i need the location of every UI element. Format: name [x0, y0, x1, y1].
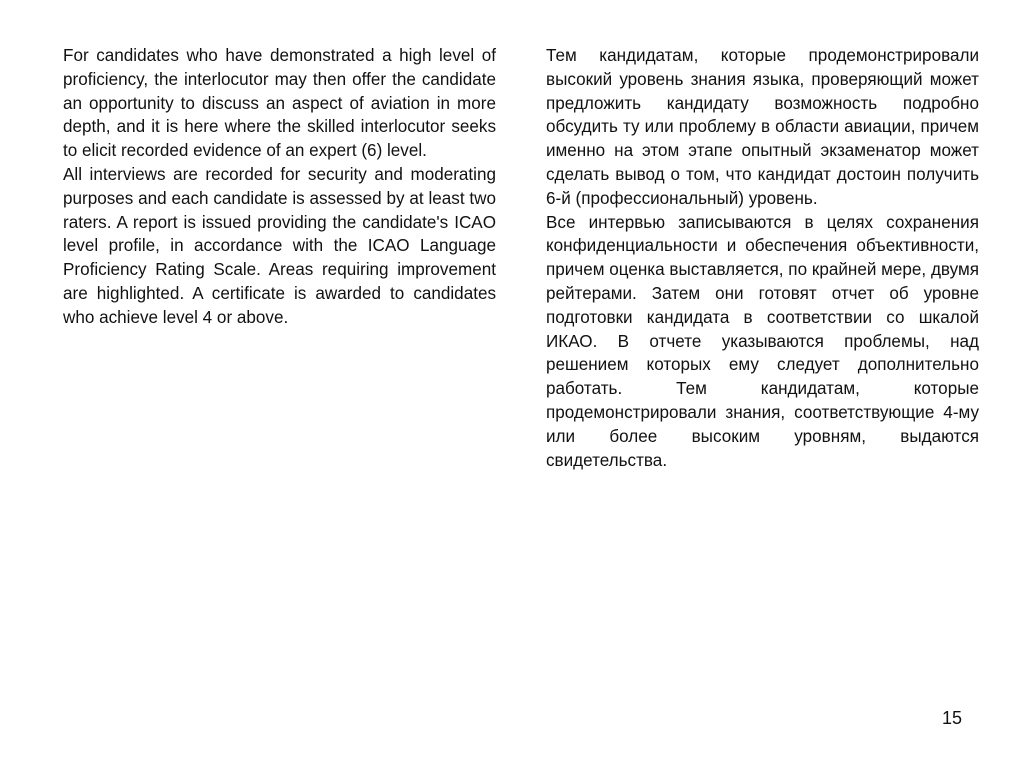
english-paragraph: For candidates who have demonstrated a high level of proficiency, the interlocutor may then offer the candidate an opportunity to discuss an aspect of aviation in more depth, and it is here where the skilled interlocutor seeks to elicit recorded evidence of an expert (6) level. — [63, 46, 496, 161]
english-paragraph: All interviews are recorded for security and moderating purposes and each candidate is assessed by at least two raters. A report is issued providing the candidate's ICAO level profile, in accordance with the ICAO Language Proficiency Rating Scale. Areas requiring improvement are highlighted. A certificate is awarded to candidates who achieve level 4 or above. — [63, 164, 496, 327]
russian-paragraph: Тем кандидатам, которые продемонстрировали высокий уровень знания языка, проверяющий может предложить кандидату возможность подробно обсудить ту или проблему в области авиации, причем именно на этом этапе опытный экзаменатор может сделать вывод о том, что кандидат достоин получить 6-й (профессиональный) уровень. — [546, 46, 979, 208]
russian-paragraph: Все интервью записываются в целях сохранения конфиденциальности и обеспечения объективности, причем оценка выставляется, по крайней мере, двумя рейтерами. Затем они готовят отчет об уровне подготовки кандидата в соответствии со шкалой ИКАО. В отчете указываются проблемы, над решением которых ему следует дополнительно работать. Тем кандидатам, которые продемонстрировали знания, соответствующие 4-му или более высоким уровням, выдаются свидетельства. — [546, 212, 979, 470]
english-text-column — [63, 44, 496, 330]
russian-text-column — [546, 44, 979, 472]
page-number: 15 — [942, 708, 963, 728]
